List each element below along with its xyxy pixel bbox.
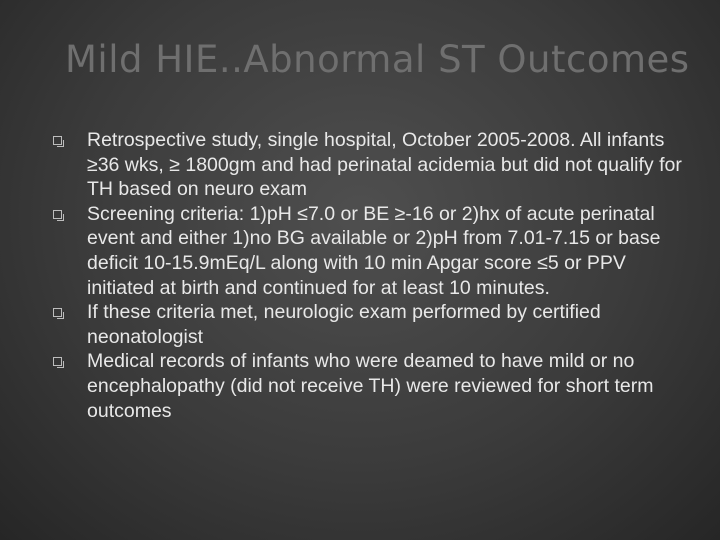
bullet-text: Screening criteria: 1)pH ≤7.0 or BE ≥-16 or 2)hx of acute perinatal event and either 1)no BG available or 2)pH from 7.01-7.15 or base deficit 10-15.9mEq/L along with 10 min Apgar score ≤5 or PPV initiated at birth and continued for at least 10 minutes. (87, 202, 661, 299)
bullet-list (50, 128, 690, 423)
bullet-text: Retrospective study, single hospital, October 2005-2008. All infants ≥36 wks, ≥ 1800gm and had perinatal acidemia but did not qualify for TH based on neuro exam (87, 129, 682, 201)
bullet-text: If these criteria met, neurologic exam performed by certified neonatologist (87, 301, 601, 348)
bullet-item (50, 349, 690, 423)
bullet-text: Medical records of infants who were deamed to have mild or no encephalopathy (did not receive TH) were reviewed for short term outcomes (87, 350, 654, 422)
bullet-item (50, 128, 690, 202)
square-bullet-icon (53, 357, 62, 366)
square-bullet-icon (53, 308, 62, 317)
slide-title: Mild HIE..Abnormal ST Outcomes (65, 38, 690, 81)
square-bullet-icon (53, 136, 62, 145)
square-bullet-icon (53, 210, 62, 219)
bullet-item (50, 300, 690, 349)
bullet-item (50, 202, 690, 300)
